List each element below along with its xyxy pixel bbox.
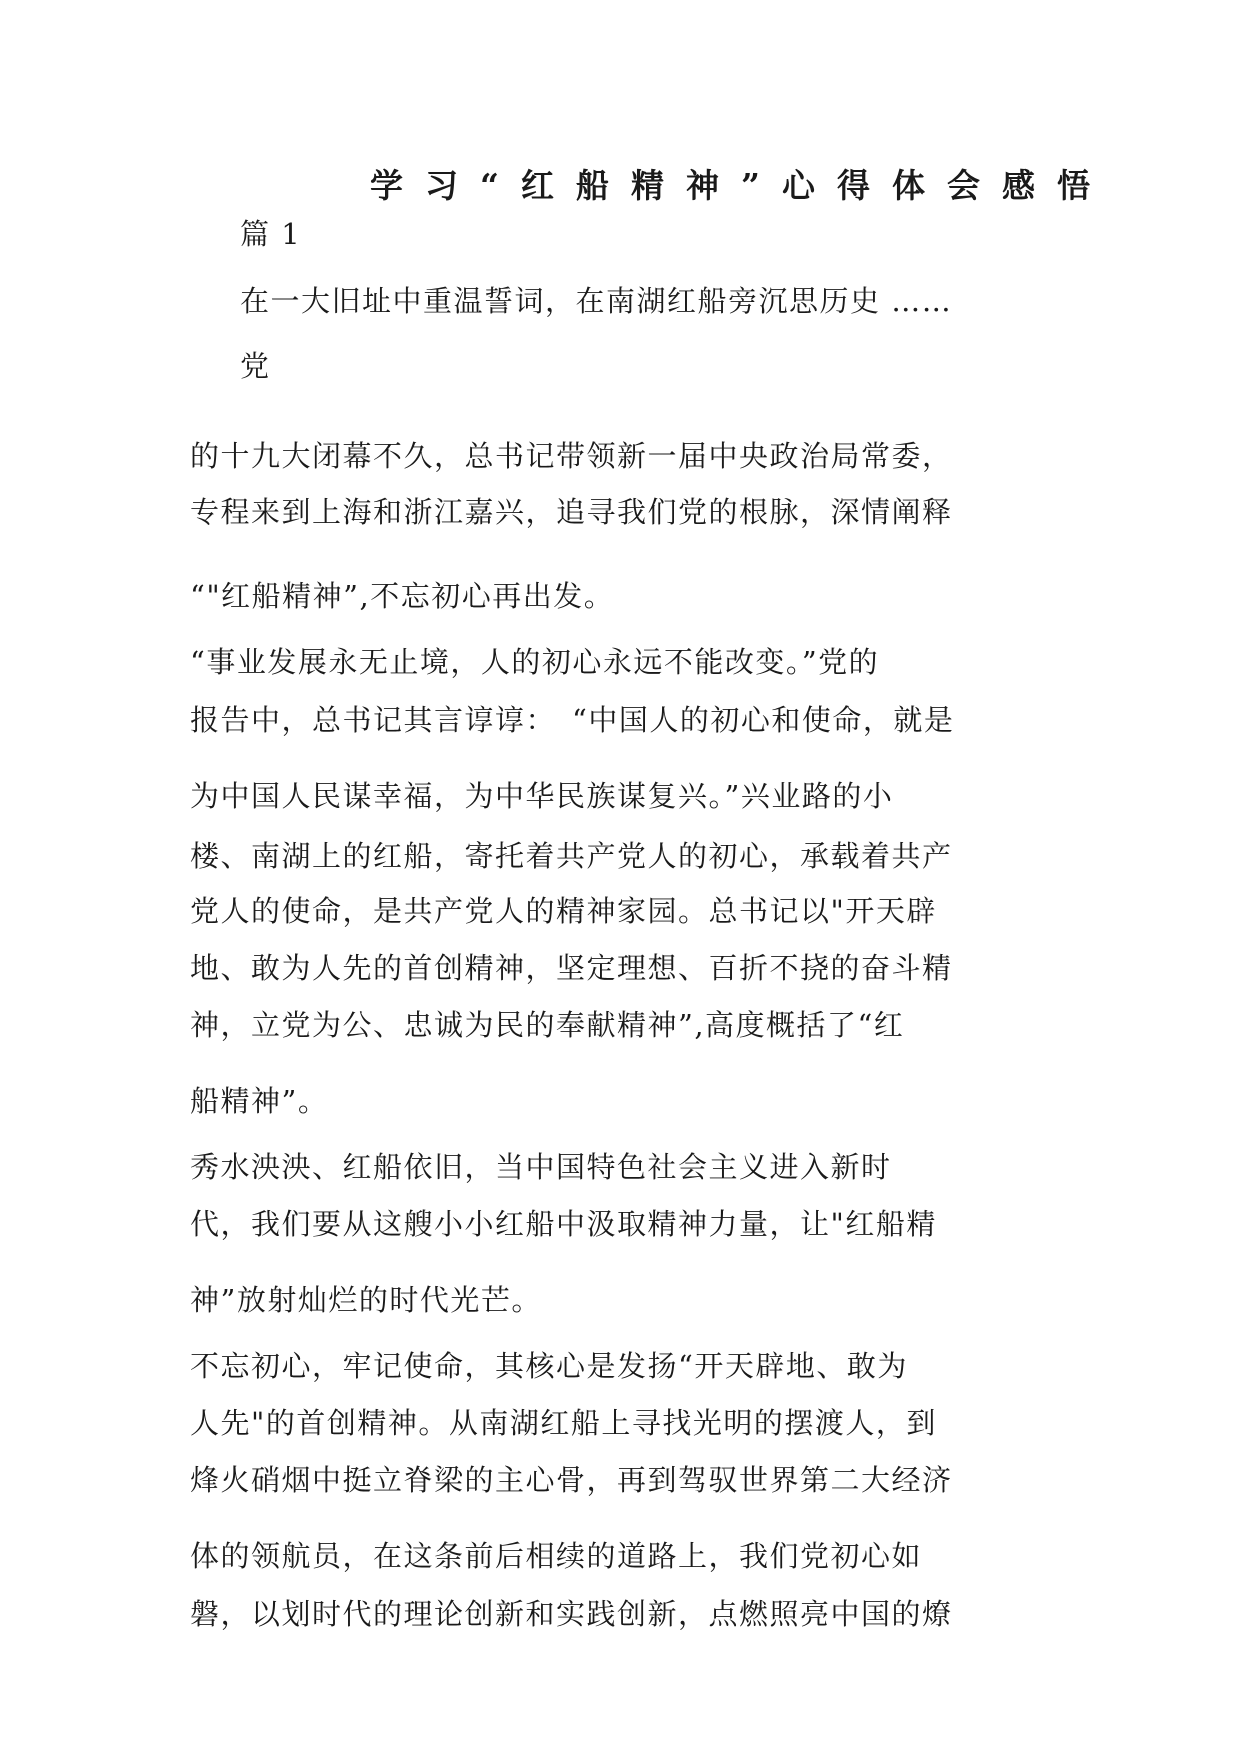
paragraph-line: “事业发展永无止境，人的初心永远不能改变。”党的 [190,645,880,679]
paragraph-line: 船精神”。 [190,1084,329,1118]
paragraph-line: 神”放射灿烂的时代光芒。 [190,1283,542,1317]
paragraph-line: 在一大旧址中重温誓词，在南湖红船旁沉思历史 …… [240,284,953,318]
paragraph-line: 磐，以划时代的理论创新和实践创新，点燃照亮中国的燎 [190,1597,953,1631]
paragraph-line: 为中国人民谋幸福，为中华民族谋复兴。”兴业路的小 [190,779,894,813]
paragraph-line: 报告中，总书记其言谆谆： “中国人的初心和使命，就是 [190,703,955,737]
paragraph-line: 不忘初心，牢记使命，其核心是发扬“开天辟地、敢为 [190,1349,908,1383]
paragraph-line: 体的领航员，在这条前后相续的道路上，我们党初心如 [190,1539,923,1573]
paragraph-line: 神，立党为公、忠诚为民的奉献精神”,高度概括了“红 [190,1008,905,1042]
paragraph-line: 人先"的首创精神。从南湖红船上寻找光明的摆渡人，到 [190,1406,937,1440]
paragraph-line: 的十九大闭幕不久，总书记带领新一届中央政治局常委， [190,439,953,473]
paragraph-line: 烽火硝烟中挺立脊梁的主心骨，再到驾驭世界第二大经济 [190,1463,953,1497]
paragraph-line: 专程来到上海和浙江嘉兴，追寻我们党的根脉，深情阐释 [190,495,953,529]
paragraph-line: 代，我们要从这艘小小红船中汲取精神力量，让"红船精 [190,1207,937,1241]
document-title: 学习“红船精神”心得体会感悟 [370,166,1112,205]
paragraph-line: 党 [240,349,271,383]
section-label: 篇 1 [240,217,302,251]
paragraph-line: 楼、南湖上的红船，寄托着共产党人的初心，承载着共产 [190,839,953,873]
paragraph-line: 党人的使命，是共产党人的精神家园。总书记以"开天辟 [190,894,937,928]
paragraph-line: “"红船精神”,不忘初心再出发。 [190,579,615,613]
paragraph-line: 地、敢为人先的首创精神，坚定理想、百折不挠的奋斗精 [190,951,953,985]
paragraph-line: 秀水泱泱、红船依旧，当中国特色社会主义进入新时 [190,1150,892,1184]
